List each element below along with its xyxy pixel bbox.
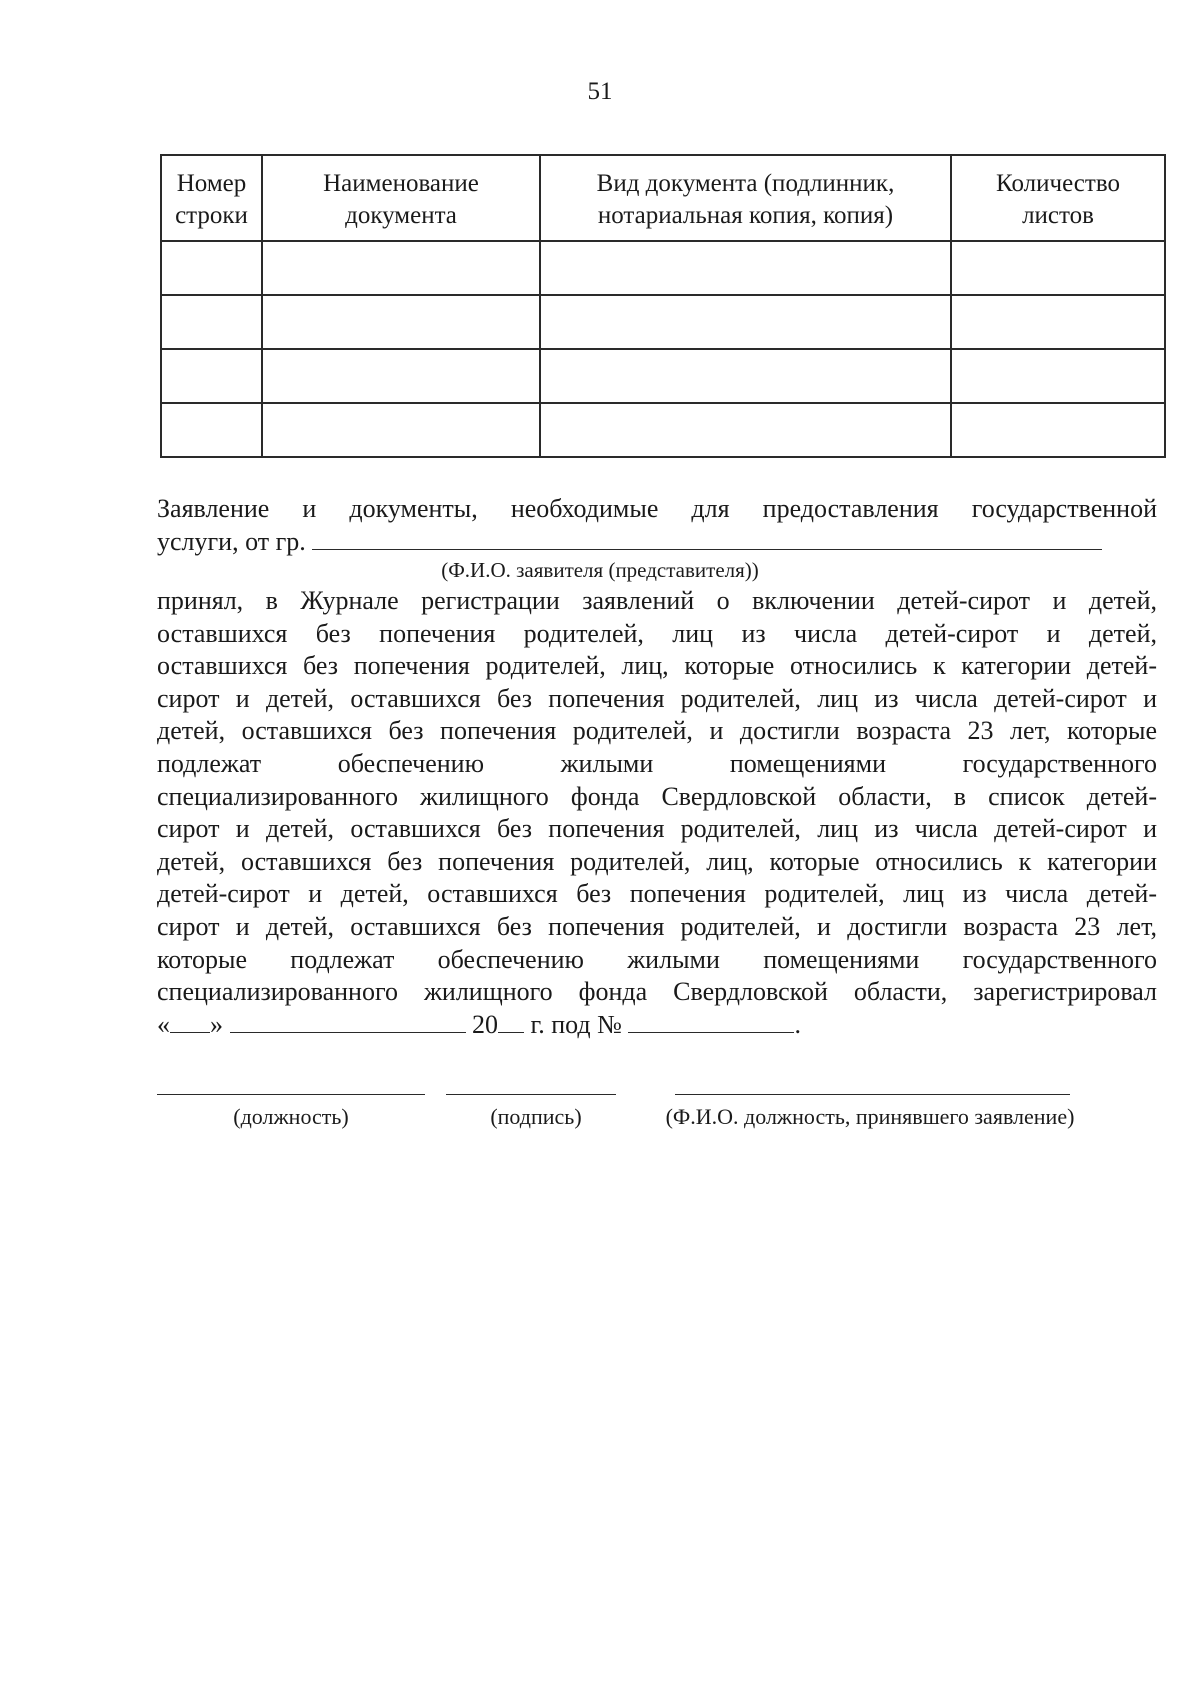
table-cell <box>951 349 1165 403</box>
statement-intro <box>157 493 1157 558</box>
body-line: детей-сирот и детей, оставшихся без попечения родителей, лиц из числа детей- <box>157 879 1157 909</box>
table-row <box>161 241 1165 295</box>
registration-date-line: « » 20 г. под № . <box>157 1009 801 1039</box>
body-line: детей, оставшихся без попечения родителей, лиц, которые относились к категории <box>157 846 1157 876</box>
body-line: специализированного жилищного фонда Свердловской области, в список детей- <box>157 781 1157 811</box>
intro-line-applicant: услуги, от гр. <box>157 526 1157 559</box>
name-caption: (Ф.И.О. должность, принявшего заявление) <box>665 1104 1075 1129</box>
registration-number-blank <box>628 1010 794 1033</box>
statement-body <box>157 585 1157 1041</box>
header-document-type: Вид документа (подлинник, нотариальная копия, копия) <box>540 155 951 241</box>
table-cell <box>951 295 1165 349</box>
table-cell <box>262 349 540 403</box>
applicant-caption: (Ф.И.О. заявителя (представителя)) <box>441 558 759 582</box>
name-signature-line <box>675 1094 1070 1095</box>
body-line: сирот и детей, оставшихся без попечения родителей, лиц из числа детей-сирот и <box>157 814 1157 844</box>
table-cell <box>161 349 262 403</box>
table-cell <box>540 403 951 457</box>
table-cell <box>540 295 951 349</box>
header-sheet-count: Количество листов <box>951 155 1165 241</box>
body-line: которые подлежат обеспечению жилыми помещениями государственного <box>157 944 1157 974</box>
table-header-row <box>161 155 1165 241</box>
table-cell <box>161 295 262 349</box>
table-cell <box>540 349 951 403</box>
intro-line: Заявление и документы, необходимые для предоставления государственной <box>157 494 1157 523</box>
applicant-name-blank <box>312 527 1102 550</box>
body-line: оставшихся без попечения родителей, лиц, которые относились к категории детей- <box>157 651 1157 681</box>
body-line: сирот и детей, оставшихся без попечения родителей, и достигли возраста 23 лет, <box>157 911 1157 941</box>
table-cell <box>161 241 262 295</box>
body-line: оставшихся без попечения родителей, лиц из числа детей-сирот и детей, <box>157 618 1157 648</box>
position-caption: (должность) <box>233 1104 349 1129</box>
table-row <box>161 403 1165 457</box>
table-cell <box>161 403 262 457</box>
table-cell <box>540 241 951 295</box>
table-cell <box>951 241 1165 295</box>
page-number: 51 <box>587 78 613 105</box>
position-signature-line <box>157 1094 425 1095</box>
month-blank <box>230 1010 466 1033</box>
year-blank <box>498 1010 524 1033</box>
signature-line <box>446 1094 616 1095</box>
body-line: специализированного жилищного фонда Свердловской области, зарегистрировал <box>157 977 1157 1007</box>
body-line: подлежат обеспечению жилыми помещениями государственного <box>157 748 1157 778</box>
table-cell <box>262 403 540 457</box>
day-blank <box>170 1010 210 1033</box>
header-row-number: Номер строки <box>161 155 262 241</box>
body-line: сирот и детей, оставшихся без попечения родителей, лиц из числа детей-сирот и <box>157 683 1157 713</box>
signature-caption: (подпись) <box>490 1104 582 1129</box>
table-cell <box>262 241 540 295</box>
table-row <box>161 295 1165 349</box>
table-row <box>161 349 1165 403</box>
body-line: принял, в Журнале регистрации заявлений о включении детей-сирот и детей, <box>157 586 1157 615</box>
table-cell <box>951 403 1165 457</box>
table-cell <box>262 295 540 349</box>
documents-table <box>160 154 1166 458</box>
header-document-name: Наименование документа <box>262 155 540 241</box>
body-line: детей, оставшихся без попечения родителей, и достигли возраста 23 лет, которые <box>157 716 1157 746</box>
